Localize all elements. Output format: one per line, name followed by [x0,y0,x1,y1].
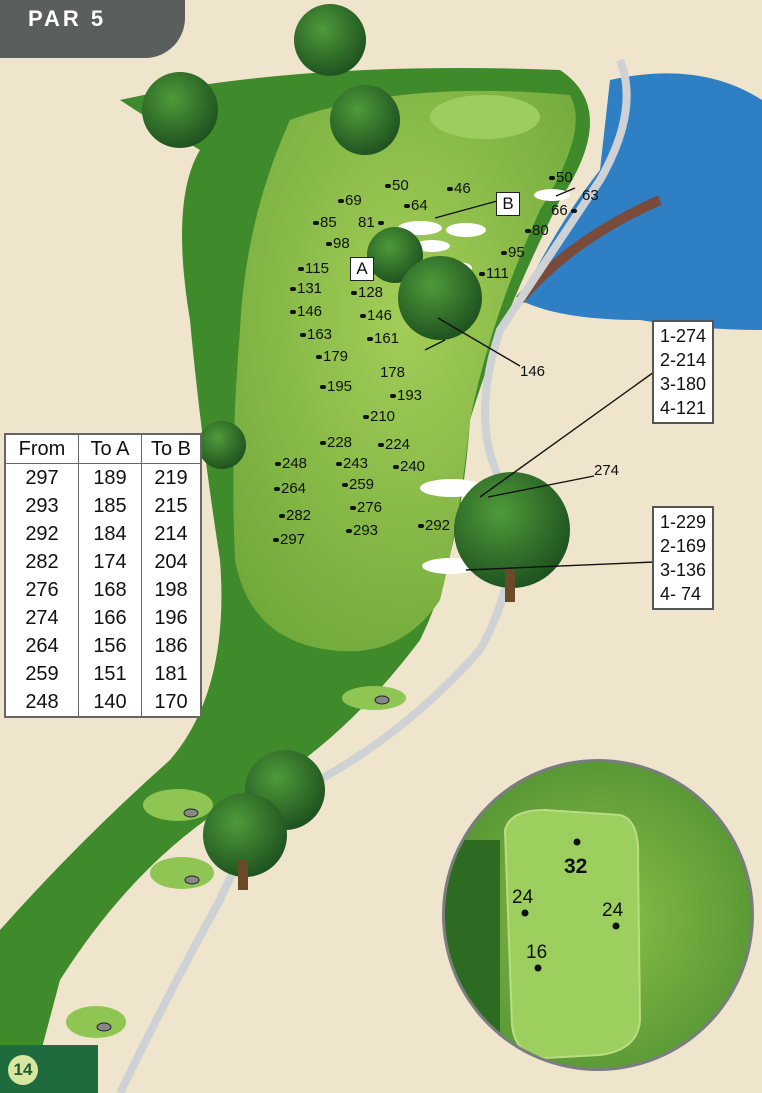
yardage-marker: 64 [404,198,428,214]
yard-dot-icon [320,385,326,389]
tree-icon [330,85,400,155]
target-b: B [496,192,520,216]
table-cell: 293 [5,492,79,520]
table-cell: 181 [142,660,202,688]
yardage-marker: 46 [447,181,471,197]
yard-dot-icon [313,221,319,225]
yardage-marker: 178 [380,364,406,381]
yard-dot-icon [290,287,296,291]
yardage-marker: 264 [274,481,306,497]
yardage-marker: 146 [290,304,322,320]
yard-dot-icon [338,199,344,203]
table-cell: 196 [142,604,202,632]
pin-icon [535,965,542,972]
yardage-marker: 248 [275,456,307,472]
yardage-marker: 63 [582,187,599,204]
table-cell: 274 [5,604,79,632]
yard-dot-icon [279,514,285,518]
bunker-distance-callout-lower: 1-229 2-169 3-136 4- 74 [652,506,714,610]
table-cell: 204 [142,548,202,576]
yardage-marker: 240 [393,459,425,475]
tee-marker-icon [375,696,389,704]
yardage-marker: 274 [594,462,620,479]
yardage-marker: 131 [290,281,322,297]
table-row [5,604,201,632]
column-header: To B [142,434,202,464]
yardage-marker: 98 [326,236,350,252]
tee-marker-icon [97,1023,111,1031]
tree-icon [198,421,246,469]
pin-distance-label: 24 [512,887,534,908]
pin-distance-label: 24 [602,900,624,921]
yard-dot-icon [367,337,373,341]
yardage-marker: 146 [520,363,546,380]
pin-icon [522,910,529,917]
tree-trunk [238,860,248,890]
yard-dot-icon [351,291,357,295]
table-cell: 264 [5,632,79,660]
tee-box-icon [143,789,213,821]
table-cell: 151 [79,660,142,688]
table-cell: 189 [79,464,142,493]
yard-dot-icon [393,465,399,469]
tee-marker-icon [185,876,199,884]
yard-dot-icon [571,209,577,213]
yard-dot-icon [346,529,352,533]
yardage-marker: 128 [351,285,383,301]
yardage-marker: 228 [320,435,352,451]
yard-dot-icon [326,242,332,246]
yard-dot-icon [363,415,369,419]
yard-dot-icon [360,314,366,318]
yardage-marker: 111 [479,266,509,282]
yardage-table [4,433,202,718]
yardage-marker: 85 [313,215,337,231]
target-a: A [350,257,374,281]
yardage-marker: 292 [418,518,450,534]
yardage-marker: 282 [279,508,311,524]
table-cell: 282 [5,548,79,576]
table-row [5,548,201,576]
table-row [5,660,201,688]
table-row [5,520,201,548]
pin-distance-label: 16 [526,942,548,963]
yard-dot-icon [273,538,279,542]
tee-box-icon [150,857,214,889]
yard-dot-icon [320,441,326,445]
yardage-marker: 276 [350,500,382,516]
yardage-marker: 50 [549,170,573,186]
table-row [5,632,201,660]
pin-icon [574,839,581,846]
yard-dot-icon [418,524,424,528]
table-cell: 170 [142,688,202,717]
bunker-distance-callout-upper: 1-274 2-214 3-180 4-121 [652,320,714,424]
table-header-row [5,434,201,464]
yardage-marker: 66 [551,203,578,219]
table-row [5,576,201,604]
pin-icon [613,923,620,930]
yardage-marker: 210 [363,409,395,425]
yard-dot-icon [300,333,306,337]
yard-dot-icon [549,176,555,180]
yard-dot-icon [525,229,531,233]
table-cell: 198 [142,576,202,604]
inset-green [505,810,640,1058]
table-row [5,688,201,717]
table-cell: 174 [79,548,142,576]
yard-dot-icon [447,187,453,191]
green [430,95,540,139]
tee-box-icon [342,686,406,710]
yardage-marker: 163 [300,327,332,343]
yard-dot-icon [342,483,348,487]
yard-dot-icon [350,506,356,510]
yard-dot-icon [275,462,281,466]
yard-dot-icon [385,184,391,188]
table-cell: 166 [79,604,142,632]
yardage-marker: 115 [298,261,329,277]
tee-marker-icon [184,809,198,817]
yardage-marker: 50 [385,178,409,194]
yardage-marker: 193 [390,388,422,404]
table-cell: 219 [142,464,202,493]
table-body [5,464,201,718]
yardage-marker: 69 [338,193,362,209]
yard-dot-icon [378,443,384,447]
pin-distance-label: 32 [564,855,588,878]
tee-box-icon [66,1006,126,1038]
table-row [5,492,201,520]
hole-number-badge: 14 [8,1055,38,1085]
table-cell: 297 [5,464,79,493]
column-header: From [5,434,79,464]
yard-dot-icon [336,462,342,466]
yardage-marker: 243 [336,456,368,472]
yard-dot-icon [274,487,280,491]
yardage-marker: 297 [273,532,305,548]
par-label: PAR 5 [28,6,107,31]
yard-dot-icon [479,272,485,276]
table-cell: 259 [5,660,79,688]
yard-dot-icon [316,355,322,359]
yardage-marker: 80 [525,223,549,239]
yardage-marker: 259 [342,477,374,493]
table-cell: 276 [5,576,79,604]
yardage-marker: 81 [358,215,385,231]
tree-icon [398,256,482,340]
table-cell: 185 [79,492,142,520]
yardage-marker: 224 [378,437,410,453]
table-cell: 248 [5,688,79,717]
tree-trunk [505,570,515,602]
table-cell: 214 [142,520,202,548]
yard-dot-icon [404,204,410,208]
yard-dot-icon [378,221,384,225]
table-cell: 215 [142,492,202,520]
yard-dot-icon [501,251,507,255]
yardage-marker: 146 [360,308,392,324]
yardage-marker: 179 [316,349,348,365]
table-cell: 156 [79,632,142,660]
column-header: To A [79,434,142,464]
yard-dot-icon [298,267,304,271]
yardage-marker: 195 [320,379,352,395]
tree-icon [294,4,366,76]
yard-dot-icon [290,310,296,314]
yardage-marker: 161 [367,331,399,347]
table-cell: 184 [79,520,142,548]
bunker-icon [534,189,570,201]
table-cell: 140 [79,688,142,717]
yard-dot-icon [390,394,396,398]
table-cell: 168 [79,576,142,604]
yardage-marker: 293 [346,523,378,539]
yardage-marker: 95 [501,245,525,261]
tree-icon [142,72,218,148]
table-row [5,464,201,493]
bunker-icon [446,223,486,237]
table-cell: 292 [5,520,79,548]
table-cell: 186 [142,632,202,660]
